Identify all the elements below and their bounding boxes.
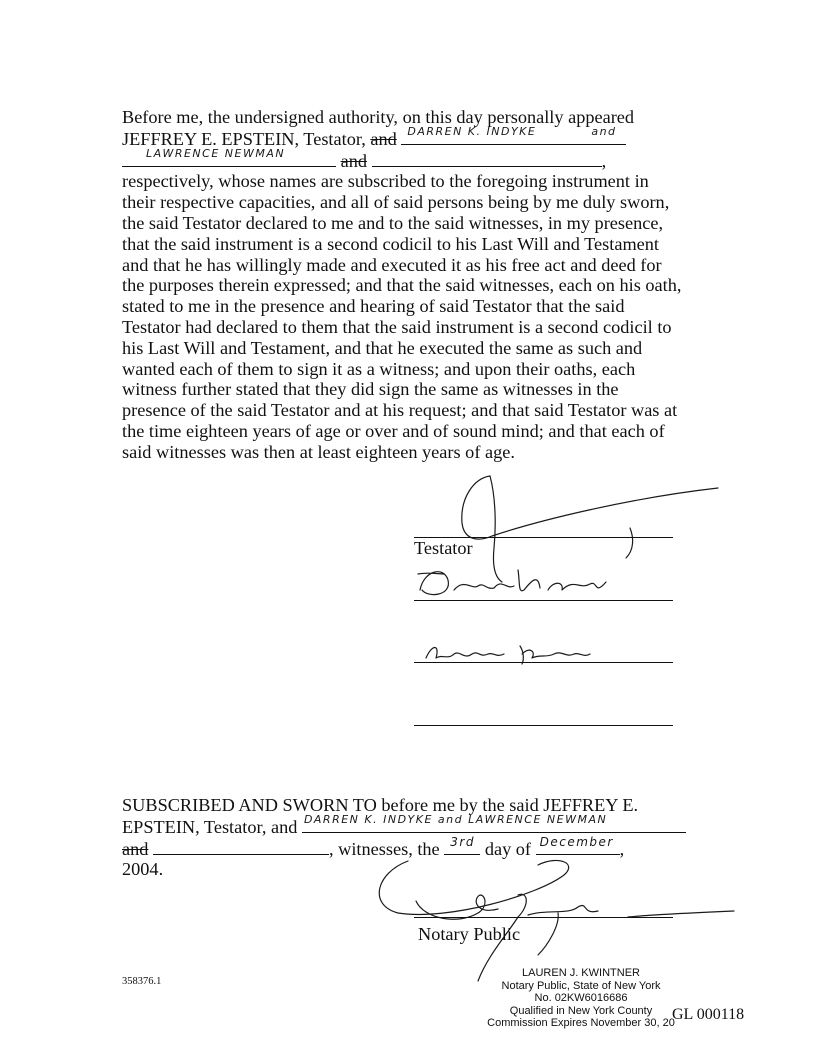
jurat-handwritten-names: DARREN K. INDYKE and LAWRENCE NEWMAN [303,813,608,826]
witness1-signature-line [414,600,673,601]
body-line: his Last Will and Testament, and that he executed the same as such and [122,337,643,358]
struck-and-2: and [340,150,367,171]
body-line: presence of the said Testator and at his request; and that said Testator was at [122,400,678,421]
struck-and: and [370,128,397,149]
witness2-signature-line [414,662,673,663]
jurat-struck-and: and [122,838,149,859]
body-line: their respective capacities, and all of said persons being by me duly sworn, [122,192,670,213]
notary-seal [456,967,706,1030]
handwritten-and-blank [581,125,626,145]
witness2-handwritten-name: LAWRENCE NEWMAN [146,146,286,160]
body-line: respectively, whose names are subscribed to the foregoing instrument in [122,171,649,192]
handwritten-and: and [591,125,617,138]
body-line: Testator had declared to them that the said instrument is a second codicil to [122,316,672,337]
body-line: the purposes therein expressed; and that the said witnesses, each on his oath, [122,275,682,296]
body-line: witness further stated that they did sign the same as witnesses in the [122,379,619,400]
jurat-empty-blank [153,838,329,855]
notary-seal-line: LAUREN J. KWINTNER [522,967,640,979]
body-line: stated to me in the presence and hearing of said Testator that the said [122,296,625,317]
body-line: the said Testator declared to me and to the said witnesses, in my presence, [122,212,664,233]
body-line: the time eighteen years of age or over and of sound mind; and that each of [122,420,665,441]
third-witness-blank [372,150,602,167]
month-blank [536,834,620,855]
document-id: 358376.1 [122,976,162,987]
notary-seal-line: Notary Public, State of New York [501,979,661,992]
jurat-line-1: SUBSCRIBED AND SWORN TO before me by the said JEFFREY E. [122,795,639,815]
body-line: and that he has willingly made and executed it as his free act and deed for [122,254,662,275]
opening-line: Before me, the undersigned authority, on this day personally appeared [122,107,635,127]
affidavit-opening [122,107,722,463]
witness2-blank [122,146,336,167]
body-line: wanted each of them to sign it as a witness; and upon their oaths, each [122,358,636,379]
witnesses-text: , witnesses, the [328,838,440,859]
affidavit-body [122,171,722,462]
jurat-year: 2004. [122,859,164,880]
body-line: said witnesses was then at least eighteen years of age. [122,441,515,462]
witness1-signature-scribble [414,560,674,600]
notary-seal-line: Qualified in New York County [509,1004,653,1017]
testator-line: JEFFREY E. EPSTEIN, Testator, and DARREN K. INDYKE and [122,128,722,150]
testator-label: Testator [414,538,473,558]
body-line: that the said instrument is a second codicil to his Last Will and Testament [122,233,660,254]
jurat-line-2: EPSTEIN, Testator, and DARREN K. INDYKE and LAWRENCE NEWMAN [122,816,742,838]
notary-public-label: Notary Public [418,924,521,944]
jurat-line-3: and , witnesses, the 3rd day of December , [122,838,742,860]
notary-seal-line: No. 02KW6016686 [534,992,628,1004]
notary-signature-line [414,917,673,918]
witness2-line: LAWRENCE NEWMAN and , [122,150,722,172]
day-blank [444,834,480,855]
notary-signature [368,855,738,985]
third-witness-signature-line [414,725,673,726]
witness1-blank [401,125,581,145]
witness1-handwritten-name: DARREN K. INDYKE [407,125,537,138]
handwritten-month: December [539,834,614,849]
handwritten-day: 3rd [450,834,475,849]
notary-seal-line: Commission Expires November 30, 20 [487,1017,675,1029]
witness1-signature [414,560,674,600]
bates-number: GL 000118 [672,1006,745,1023]
